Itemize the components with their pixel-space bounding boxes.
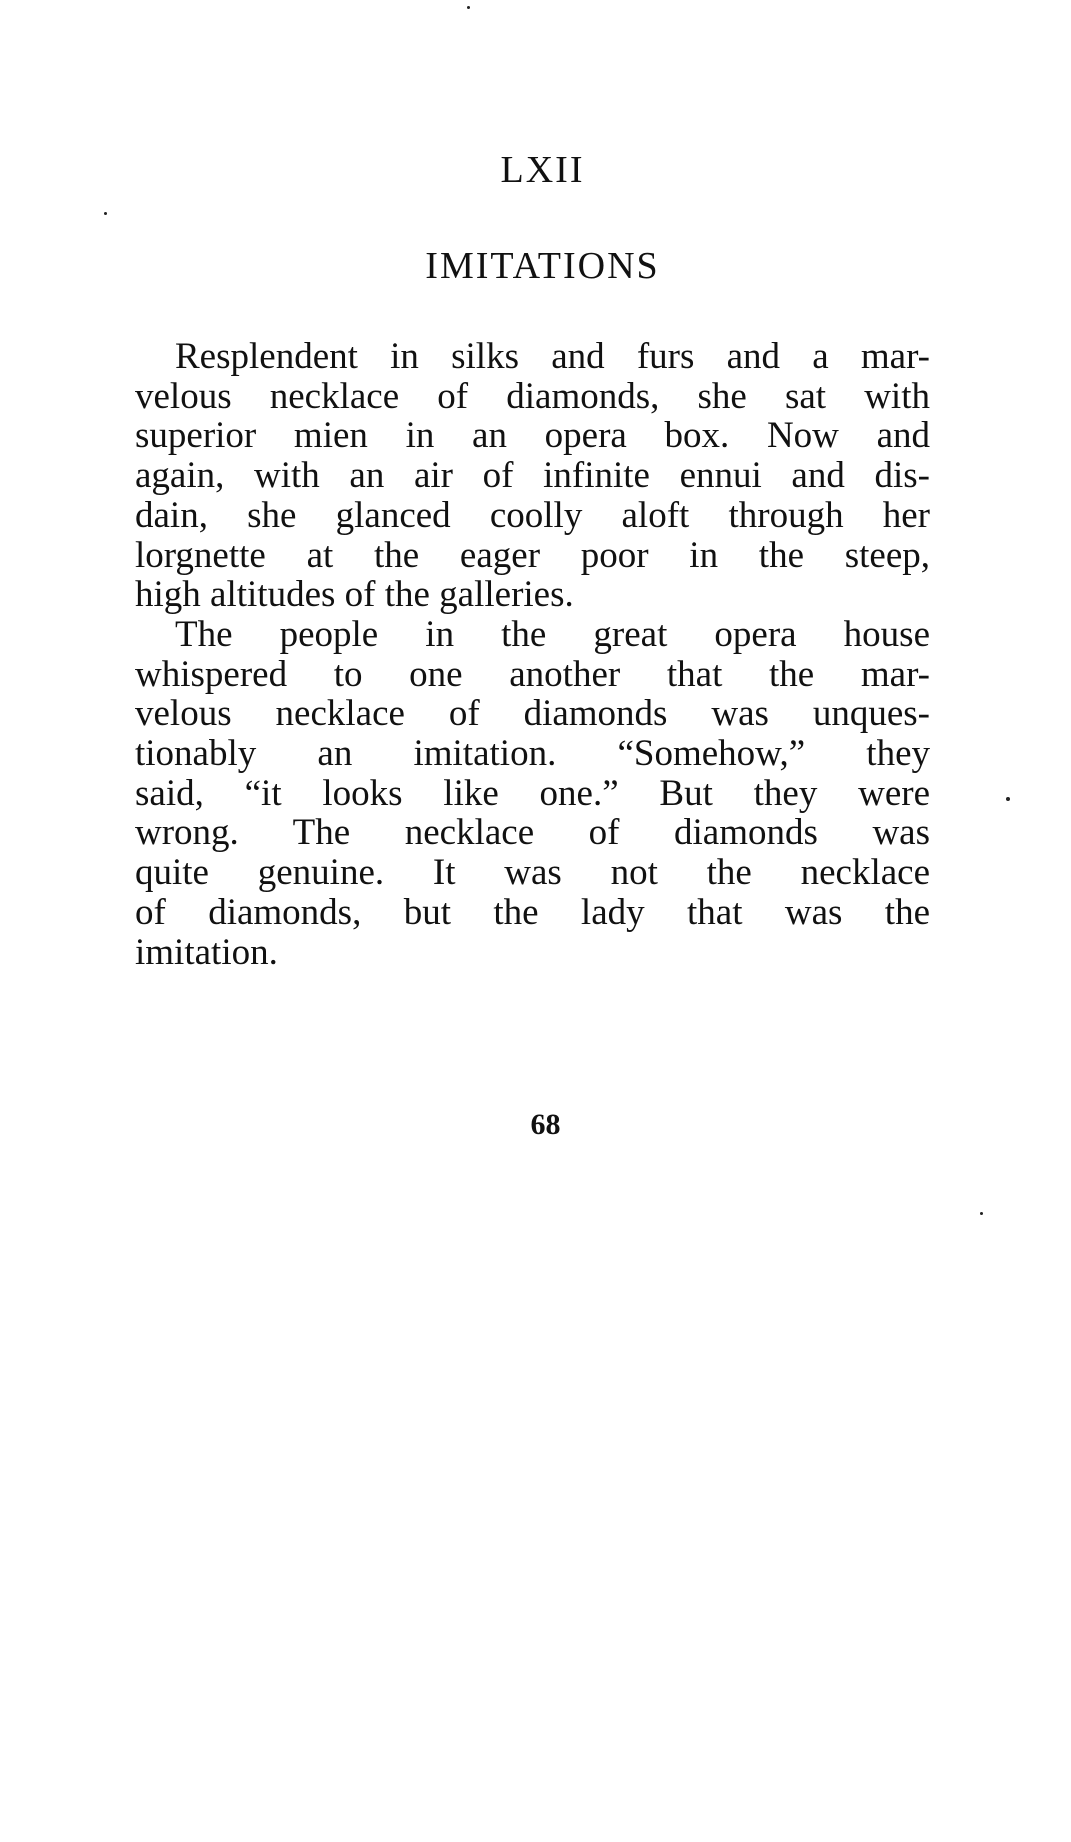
text-line: high altitudes of the galleries. xyxy=(135,574,574,616)
text-line: tionably an imitation. “Somehow,” they xyxy=(135,733,930,775)
text-line: said, “it looks like one.” But they were xyxy=(135,772,930,814)
text-line: velous necklace of diamonds, she sat with xyxy=(135,375,930,417)
text-line: wrong. The necklace of diamonds was xyxy=(135,812,930,854)
page-number: 68 xyxy=(530,1108,561,1141)
paragraph-1 xyxy=(135,337,930,615)
chapter-title: IMITATIONS xyxy=(425,245,660,287)
print-speck xyxy=(1006,797,1010,801)
text-line: velous necklace of diamonds was unques- xyxy=(135,693,930,735)
text-line: Resplendent in silks and furs and a mar- xyxy=(175,336,930,377)
text-line: quite genuine. It was not the necklace xyxy=(135,852,930,894)
chapter-number: LXII xyxy=(500,149,585,191)
text-line: imitation. xyxy=(135,931,278,973)
text-line: whispered to one another that the mar- xyxy=(135,653,930,695)
body-text xyxy=(135,337,930,972)
text-line: The people in the great opera house xyxy=(175,613,930,655)
text-line: dain, she glanced coolly aloft through her xyxy=(135,494,930,536)
print-speck xyxy=(980,1212,983,1215)
paragraph-2 xyxy=(135,615,930,972)
text-line: again, with an air of infinite ennui and dis- xyxy=(135,455,930,497)
text-line: of diamonds, but the lady that was the xyxy=(135,891,930,933)
print-speck xyxy=(467,6,470,9)
text-line: superior mien in an opera box. Now and xyxy=(135,415,930,457)
print-speck xyxy=(104,212,107,215)
text-line: lorgnette at the eager poor in the steep, xyxy=(135,534,930,576)
